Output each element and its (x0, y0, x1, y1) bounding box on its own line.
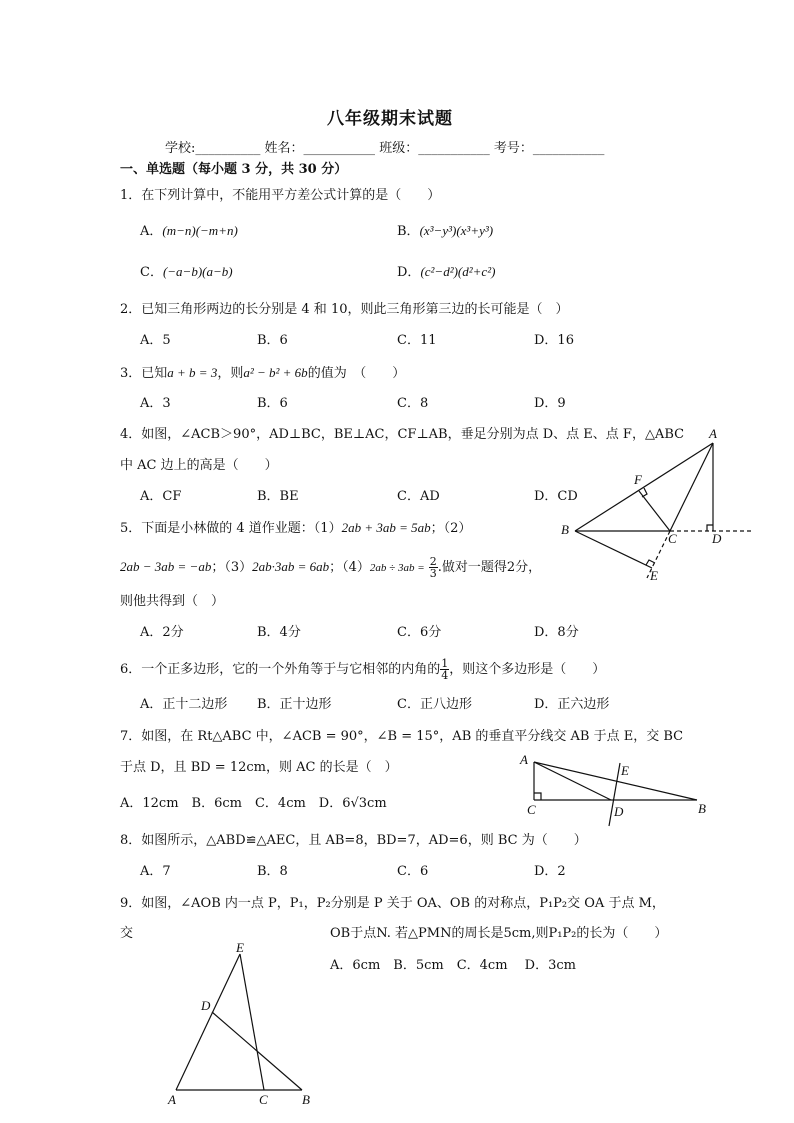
q5-option-c: C．6分 (397, 625, 442, 640)
class-blank: ___________ (418, 141, 490, 156)
q4-label-b: B (561, 522, 569, 537)
q4-label-d: D (712, 531, 722, 546)
q4-option-c: C．AD (397, 489, 440, 504)
q4-option-d: D．CD (534, 489, 578, 504)
q9-label-c: C (259, 1092, 268, 1107)
q4-label-a: A (709, 426, 717, 441)
school-label: 学校: (165, 141, 196, 156)
q5-fraction: $\frac{2}{3}$ (429, 555, 437, 580)
q8-option-d: D．2 (534, 864, 566, 879)
q1-stem: 1．在下列计算中，不能用平方差公式计算的是（ ） (120, 188, 441, 203)
q5-option-d: D．8分 (534, 625, 579, 640)
q9-label-b: B (302, 1092, 310, 1107)
q2-option-d: D．16 (534, 333, 574, 348)
q8-option-b: B．8 (257, 864, 288, 879)
q3-stem: 3．已知a + b = 3，则a² − b² + 6b的值为 （ ） (120, 365, 406, 381)
school-blank: __________ (195, 141, 261, 156)
q2-option-a: A．5 (140, 333, 171, 348)
q2-stem: 2．已知三角形两边的长分别是 4 和 10，则此三角形第三边的长可能是（ ） (120, 302, 569, 317)
q2-option-b: B．6 (257, 333, 288, 348)
q3-option-c: C．8 (397, 396, 429, 411)
q4-option-b: B．BE (257, 489, 299, 504)
q7-seg-ad (534, 762, 611, 800)
name-blank: ___________ (303, 141, 376, 156)
q6-option-a: A．正十二边形 (140, 697, 228, 712)
q5-line3: 则他共得到（ ） (120, 594, 225, 609)
q4-label-e: E (650, 568, 658, 583)
q6-stem: 6．一个正多边形，它的一个外角等于与它相邻的内角的 $\frac{1}{4}$ ，则这个多边形是（ ） (120, 657, 606, 682)
q1-option-d: D．(c²−d²)(d²+c²) (397, 264, 496, 280)
q7-label-a: A (520, 752, 528, 767)
q8-option-a: A．7 (140, 864, 171, 879)
id-label: 考号： (493, 141, 533, 156)
q4-seg-be (575, 531, 652, 568)
q7-label-d: D (614, 804, 624, 819)
info-line (165, 140, 604, 158)
q7-label-b: B (698, 801, 706, 816)
q4-right-angle-f (642, 488, 647, 497)
q4-seg-ba (575, 443, 713, 531)
q4-option-a: A．CF (140, 489, 182, 504)
q3-option-d: D．9 (534, 396, 566, 411)
q4-right-angle-e (646, 560, 655, 565)
q9-label-e: E (236, 940, 244, 955)
name-label: 姓名： (264, 141, 304, 156)
q6-option-d: D．正六边形 (534, 697, 610, 712)
q9-label-d: D (201, 998, 211, 1013)
q9-line1: 9．如图，∠AOB 内一点 P，P₁，P₂分别是 P 关于 OA、OB 的对称点，P₁P₂交 OA 于点 M， (120, 896, 665, 911)
q9-line2-right: OB于点N. 若△PMN的周长是5cm,则P₁P₂的长为（ ） (330, 926, 668, 941)
q1-option-b: B．(x³−y³)(x³+y³) (397, 223, 494, 239)
q4-label-f: F (634, 472, 642, 487)
q4-seg-ac (670, 443, 713, 531)
id-blank: ___________ (532, 141, 605, 156)
q9-label-a: A (168, 1092, 176, 1107)
q5-line1: 5．下面是小林做的 4 道作业题：（1）2ab + 3ab = 5ab；（2） (120, 520, 472, 536)
q4-line1: 4．如图，∠ACB＞90°，AD⊥BC，BE⊥AC，CF⊥AB，垂足分别为点 D、点 E、点 F，△ABC (120, 427, 685, 442)
q9-options: A．6cm B．5cm C．4cm D．3cm (330, 958, 576, 973)
q6-fraction: $\frac{1}{4}$ (441, 657, 449, 682)
q7-options: A．12cm B．6cm C．4cm D．6√3cm (120, 796, 387, 811)
q9-line2-left: 交 (120, 926, 134, 941)
q2-option-c: C．11 (397, 333, 437, 348)
q9-seg-db (212, 1012, 302, 1090)
q7-label-e: E (621, 763, 629, 778)
q1-option-c: C．(−a−b)(a−b) (140, 264, 233, 280)
q9-seg-ec (240, 954, 264, 1090)
q7-line2: 于点 D，且 BD = 12cm，则 AC 的长是（ ） (120, 760, 398, 775)
section-heading: 一、单选题（每小题 3 分，共 30 分） (120, 162, 348, 177)
q7-seg-ab (534, 762, 697, 800)
q4-line2: 中 AC 边上的高是（ ） (120, 458, 278, 473)
q1-option-a: A．(m−n)(−m+n) (140, 223, 238, 239)
q5-option-b: B．4分 (257, 625, 301, 640)
q6-option-b: B．正十边形 (257, 697, 332, 712)
q5-option-a: A．2分 (140, 625, 184, 640)
q3-option-a: A．3 (140, 396, 171, 411)
q8-option-c: C．6 (397, 864, 429, 879)
q7-label-c: C (527, 802, 536, 817)
q4-seg-cf (639, 491, 670, 531)
page-title: 八年级期末试题 (327, 109, 453, 129)
q7-right-angle-c (534, 793, 541, 800)
q9-seg-ae (176, 954, 240, 1090)
q3-option-b: B．6 (257, 396, 288, 411)
q8-stem: 8．如图所示，△ABD≌△AEC，且 AB=8，BD=7，AD=6，则 BC 为（ ） (120, 833, 587, 848)
class-label: 班级： (379, 141, 419, 156)
q4-label-c: C (668, 531, 677, 546)
q7-line1: 7．如图，在 Rt△ABC 中，∠ACB = 90°，∠B = 15°，AB 的垂直平分线交 AB 于点 E，交 BC (120, 729, 684, 744)
q6-option-c: C．正八边形 (397, 697, 472, 712)
q5-line2: 2ab − 3ab = −ab；（3）2ab·3ab = 6ab；（4）2ab ÷ 3ab = $\frac{2}{3}$ .做对一题得2分， (120, 555, 542, 580)
